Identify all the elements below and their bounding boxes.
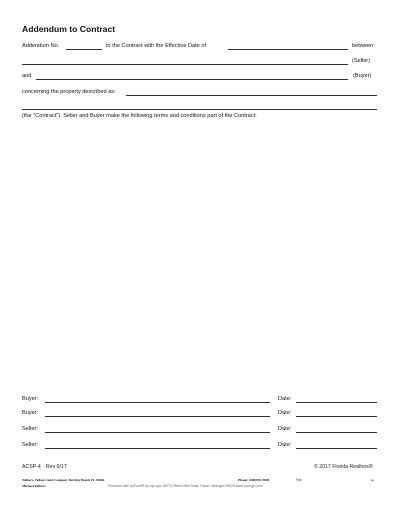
seller-name-field[interactable] bbox=[22, 64, 348, 65]
date-label: Date: bbox=[278, 442, 292, 448]
and-label: and bbox=[22, 73, 32, 79]
seller-signature-line-2[interactable] bbox=[45, 448, 270, 449]
fax-label: Fax: bbox=[296, 478, 303, 482]
terms-text-area[interactable] bbox=[22, 124, 377, 386]
signature-role-label: Buyer: bbox=[22, 410, 39, 416]
seller-date-line[interactable] bbox=[296, 432, 377, 433]
form-id: ACSP-4 bbox=[22, 464, 41, 470]
contract-terms-intro: (the "Contract"). Seller and Buyer make the following terms and conditions part of the Contract: bbox=[22, 113, 257, 119]
property-label: concerning the property described as: bbox=[22, 89, 116, 95]
buyer-label: (Buyer) bbox=[353, 73, 372, 79]
buyer-date-line-2[interactable] bbox=[296, 416, 377, 417]
document-title: Addendum to Contract bbox=[22, 24, 116, 34]
company-line-2: Michael Tallsers bbox=[22, 484, 46, 488]
effective-date-text: to the Contract with the Effective Date of bbox=[106, 43, 207, 49]
signature-role-label: Seller: bbox=[22, 426, 38, 432]
seller-date-line-2[interactable] bbox=[296, 448, 377, 449]
buyer-name-field[interactable] bbox=[36, 79, 348, 80]
date-label: Date: bbox=[278, 410, 292, 416]
document-reference: ss bbox=[371, 478, 374, 482]
signature-role-label: Seller: bbox=[22, 442, 38, 448]
property-field-2[interactable] bbox=[22, 109, 377, 110]
company-line-1: Tallsers, Tallsers And Company Del Ray Beach FL 33666 bbox=[22, 478, 105, 482]
date-label: Date: bbox=[278, 396, 292, 402]
buyer-date-line[interactable] bbox=[296, 402, 377, 403]
addendum-no-field[interactable] bbox=[66, 49, 102, 50]
seller-signature-line[interactable] bbox=[45, 432, 270, 433]
seller-label: (Seller) bbox=[352, 58, 371, 64]
produced-with-notice: Produced with zipForm® by zipLogix 18070 Fifteen Mile Road, Fraser, Michigan 48026 www.zipLogix.com bbox=[108, 484, 263, 488]
date-label: Date: bbox=[278, 426, 292, 432]
property-field-1[interactable] bbox=[126, 95, 377, 96]
phone-number: Phone: (000)992-9849 bbox=[238, 478, 270, 482]
buyer-signature-line-2[interactable] bbox=[45, 416, 270, 417]
signature-role-label: Buyer: bbox=[22, 396, 39, 402]
form-revision: Rev 6/17 bbox=[46, 464, 67, 470]
effective-date-field[interactable] bbox=[228, 49, 348, 50]
buyer-signature-line[interactable] bbox=[45, 402, 270, 403]
between-label: between bbox=[352, 43, 374, 49]
copyright-notice: © 2017 Florida Realtors® bbox=[314, 464, 373, 470]
addendum-no-label: Addendum No. bbox=[22, 43, 60, 49]
